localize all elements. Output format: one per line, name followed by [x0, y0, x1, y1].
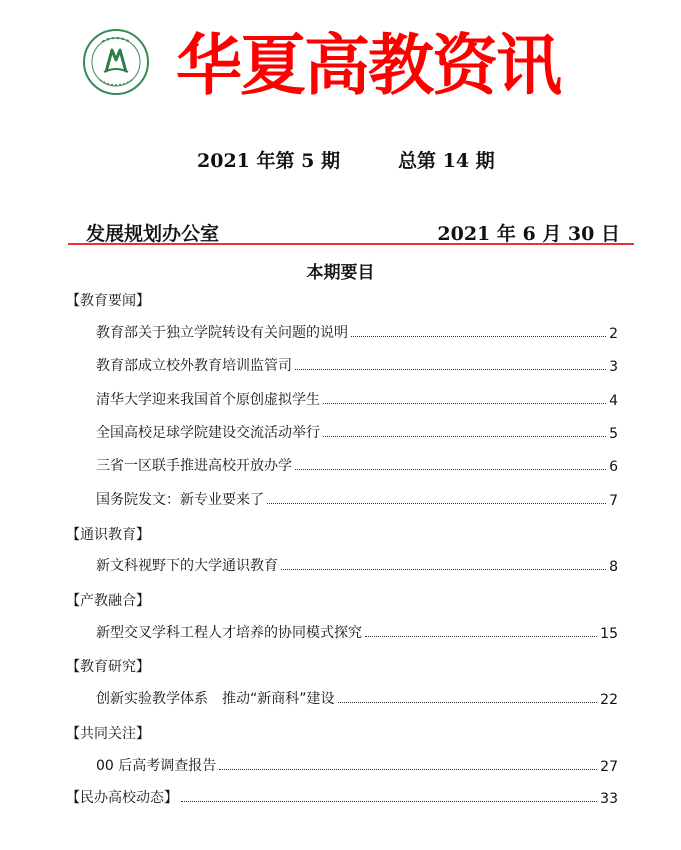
toc-leader-dots	[338, 702, 598, 703]
toc-section-heading: 【通识教育】	[66, 527, 150, 543]
total-issue-number: 总第 14 期	[398, 150, 495, 172]
toc-entry[interactable]	[66, 787, 618, 807]
toc-leader-dots	[295, 469, 606, 470]
toc-entry-page: 5	[609, 426, 618, 442]
toc-entry-page: 7	[609, 493, 618, 509]
toc-entry[interactable]	[96, 322, 618, 342]
toc-section-heading: 【共同关注】	[66, 726, 150, 742]
toc-section-heading: 【教育要闻】	[66, 293, 150, 309]
toc-leader-dots	[323, 436, 606, 437]
toc-entry-title: 教育部关于独立学院转设有关问题的说明	[96, 325, 348, 341]
toc-entry-page: 27	[600, 759, 618, 775]
toc-entry-page: 22	[600, 692, 618, 708]
toc-section-heading: 【教育研究】	[66, 659, 150, 675]
toc-entry-title: 【民办高校动态】	[66, 790, 178, 806]
toc-entry-page: 2	[609, 326, 618, 342]
toc-entry-page: 15	[600, 626, 618, 642]
toc-entry-title: 00 后高考调查报告	[96, 758, 217, 774]
toc-leader-dots	[323, 403, 606, 404]
masthead-title: 华夏高教资讯	[176, 27, 560, 104]
toc-entry[interactable]	[96, 355, 618, 375]
publish-date: 2021 年 6 月 30 日	[437, 223, 620, 245]
toc-entry[interactable]	[96, 755, 618, 775]
toc-leader-dots	[281, 569, 606, 570]
toc-section-heading: 【产教融合】	[66, 593, 150, 609]
issue-number: 2021 年第 5 期	[197, 150, 340, 172]
toc-entry-title: 创新实验教学体系 推动“新商科”建设	[96, 691, 335, 707]
toc-leader-dots	[365, 636, 597, 637]
toc-entry[interactable]	[96, 455, 618, 475]
toc-entry[interactable]	[96, 389, 618, 409]
toc-entry-page: 33	[600, 791, 618, 807]
toc-entry-page: 4	[609, 393, 618, 409]
toc-entry-page: 6	[609, 459, 618, 475]
toc-entry-title: 新型交叉学科工程人才培养的协同模式探究	[96, 625, 362, 641]
toc-leader-dots	[267, 503, 606, 504]
university-seal-icon	[82, 28, 150, 96]
toc-entry[interactable]	[96, 489, 618, 509]
toc-leader-dots	[295, 369, 606, 370]
toc-entry[interactable]	[96, 422, 618, 442]
toc-entry[interactable]	[96, 688, 618, 708]
toc-leader-dots	[181, 801, 597, 802]
toc-entry-title: 清华大学迎来我国首个原创虚拟学生	[96, 392, 320, 408]
toc-entry-title: 国务院发文：新专业要来了	[96, 492, 264, 508]
toc-leader-dots	[351, 336, 606, 337]
toc-entry-page: 8	[609, 559, 618, 575]
toc-entry[interactable]	[96, 555, 618, 575]
toc-entry-title: 三省一区联手推进高校开放办学	[96, 458, 292, 474]
toc-title: 本期要目	[306, 263, 375, 283]
department-name: 发展规划办公室	[86, 223, 220, 245]
toc-entry[interactable]	[96, 622, 618, 642]
header-divider	[68, 243, 634, 245]
toc-entry-title: 新文科视野下的大学通识教育	[96, 558, 278, 574]
toc-entry-page: 3	[609, 359, 618, 375]
toc-entry-title: 教育部成立校外教育培训监管司	[96, 358, 292, 374]
toc-leader-dots	[219, 769, 597, 770]
toc-entry-title: 全国高校足球学院建设交流活动举行	[96, 425, 320, 441]
